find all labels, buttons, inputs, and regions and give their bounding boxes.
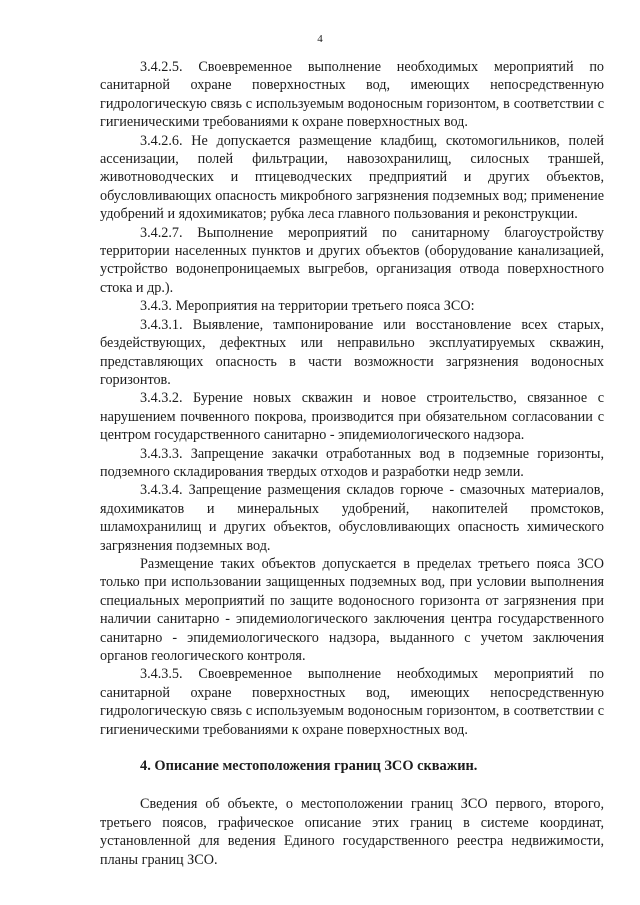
paragraph-3-4-3-2: 3.4.3.2. Бурение новых скважин и новое строительство, связанное с нарушением почвенного покрова, производится при обязательном согласовании с центром государственного санитарно - эпидемиологического надзора. [100, 390, 604, 444]
paragraph-3-4-3-5: 3.4.3.5. Своевременное выполнение необходимых мероприятий по санитарной охране поверхностных вод, имеющих непосредственную гидрологическую связь с используемым водоносным горизонтом, в соответствии с гигиеническими требованиями к охране поверхностных вод. [100, 666, 604, 738]
paragraph-3-4-3-4: 3.4.3.4. Запрещение размещения складов горюче - смазочных материалов, ядохимикатов и минеральных удобрений, накопителей промстоков, шламохранилищ и других объектов, обусловливающих опасность химического загрязнения подземных вод. [100, 482, 604, 554]
section-4-paragraph: Сведения об объекте, о местоположении границ ЗСО первого, второго, третьего поясов, графическое описание этих границ в системе координат, установленной для ведения Единого государственного реестра недвижимости, планы границ ЗСО. [100, 796, 604, 868]
section-4-heading: 4. Описание местоположения границ ЗСО скважин. [140, 758, 478, 775]
paragraph-3-4-2-6: 3.4.2.6. Не допускается размещение кладбищ, скотомогильников, полей ассенизации, полей фильтрации, навозохранилищ, силосных траншей, животноводческих и птицеводческих предприятий и других объектов, обусловливающих опасность микробного загрязнения подземных вод; применение удобрений и ядохимикатов; рубка леса главного пользования и реконструкции. [100, 132, 604, 223]
paragraph-3-4-3-1: 3.4.3.1. Выявление, тампонирование или восстановление всех старых, бездействующих, дефектных или неправильно эксплуатируемых скважин, представляющих опасность в части возможности загрязнения водоносных горизонтов. [100, 316, 604, 388]
page-number: 4 [317, 33, 323, 45]
document-body [100, 58, 604, 869]
paragraph-3-4-2-7: 3.4.2.7. Выполнение мероприятий по санитарному благоустройству территории населенных пунктов и других объектов (оборудование канализацией, устройство водонепроницаемых выгребов, организация отвода поверхностного стока и др.). [100, 224, 604, 296]
paragraph-placement-conditions: Размещение таких объектов допускается в пределах третьего пояса ЗСО только при использовании защищенных подземных вод, при условии выполнения специальных мероприятий по защите водоносного горизонта от загрязнения при наличии санитарно - эпидемиологического заключения центра государственного санитарно - эпидемиологического надзора, выданного с учетом заключения органов геологического контроля. [100, 555, 604, 664]
paragraph-3-4-3: 3.4.3. Мероприятия на территории третьего пояса ЗСО: [140, 298, 475, 315]
paragraph-3-4-2-5: 3.4.2.5. Своевременное выполнение необходимых мероприятий по санитарной охране поверхностных вод, имеющих непосредственную гидрологическую связь с используемым водоносным горизонтом, в соответствии с гигиеническими требованиями к охране поверхностных вод. [100, 59, 604, 131]
paragraph-3-4-3-3: 3.4.3.3. Запрещение закачки отработанных вод в подземные горизонты, подземного складирования твердых отходов и разработки недр земли. [100, 445, 604, 480]
